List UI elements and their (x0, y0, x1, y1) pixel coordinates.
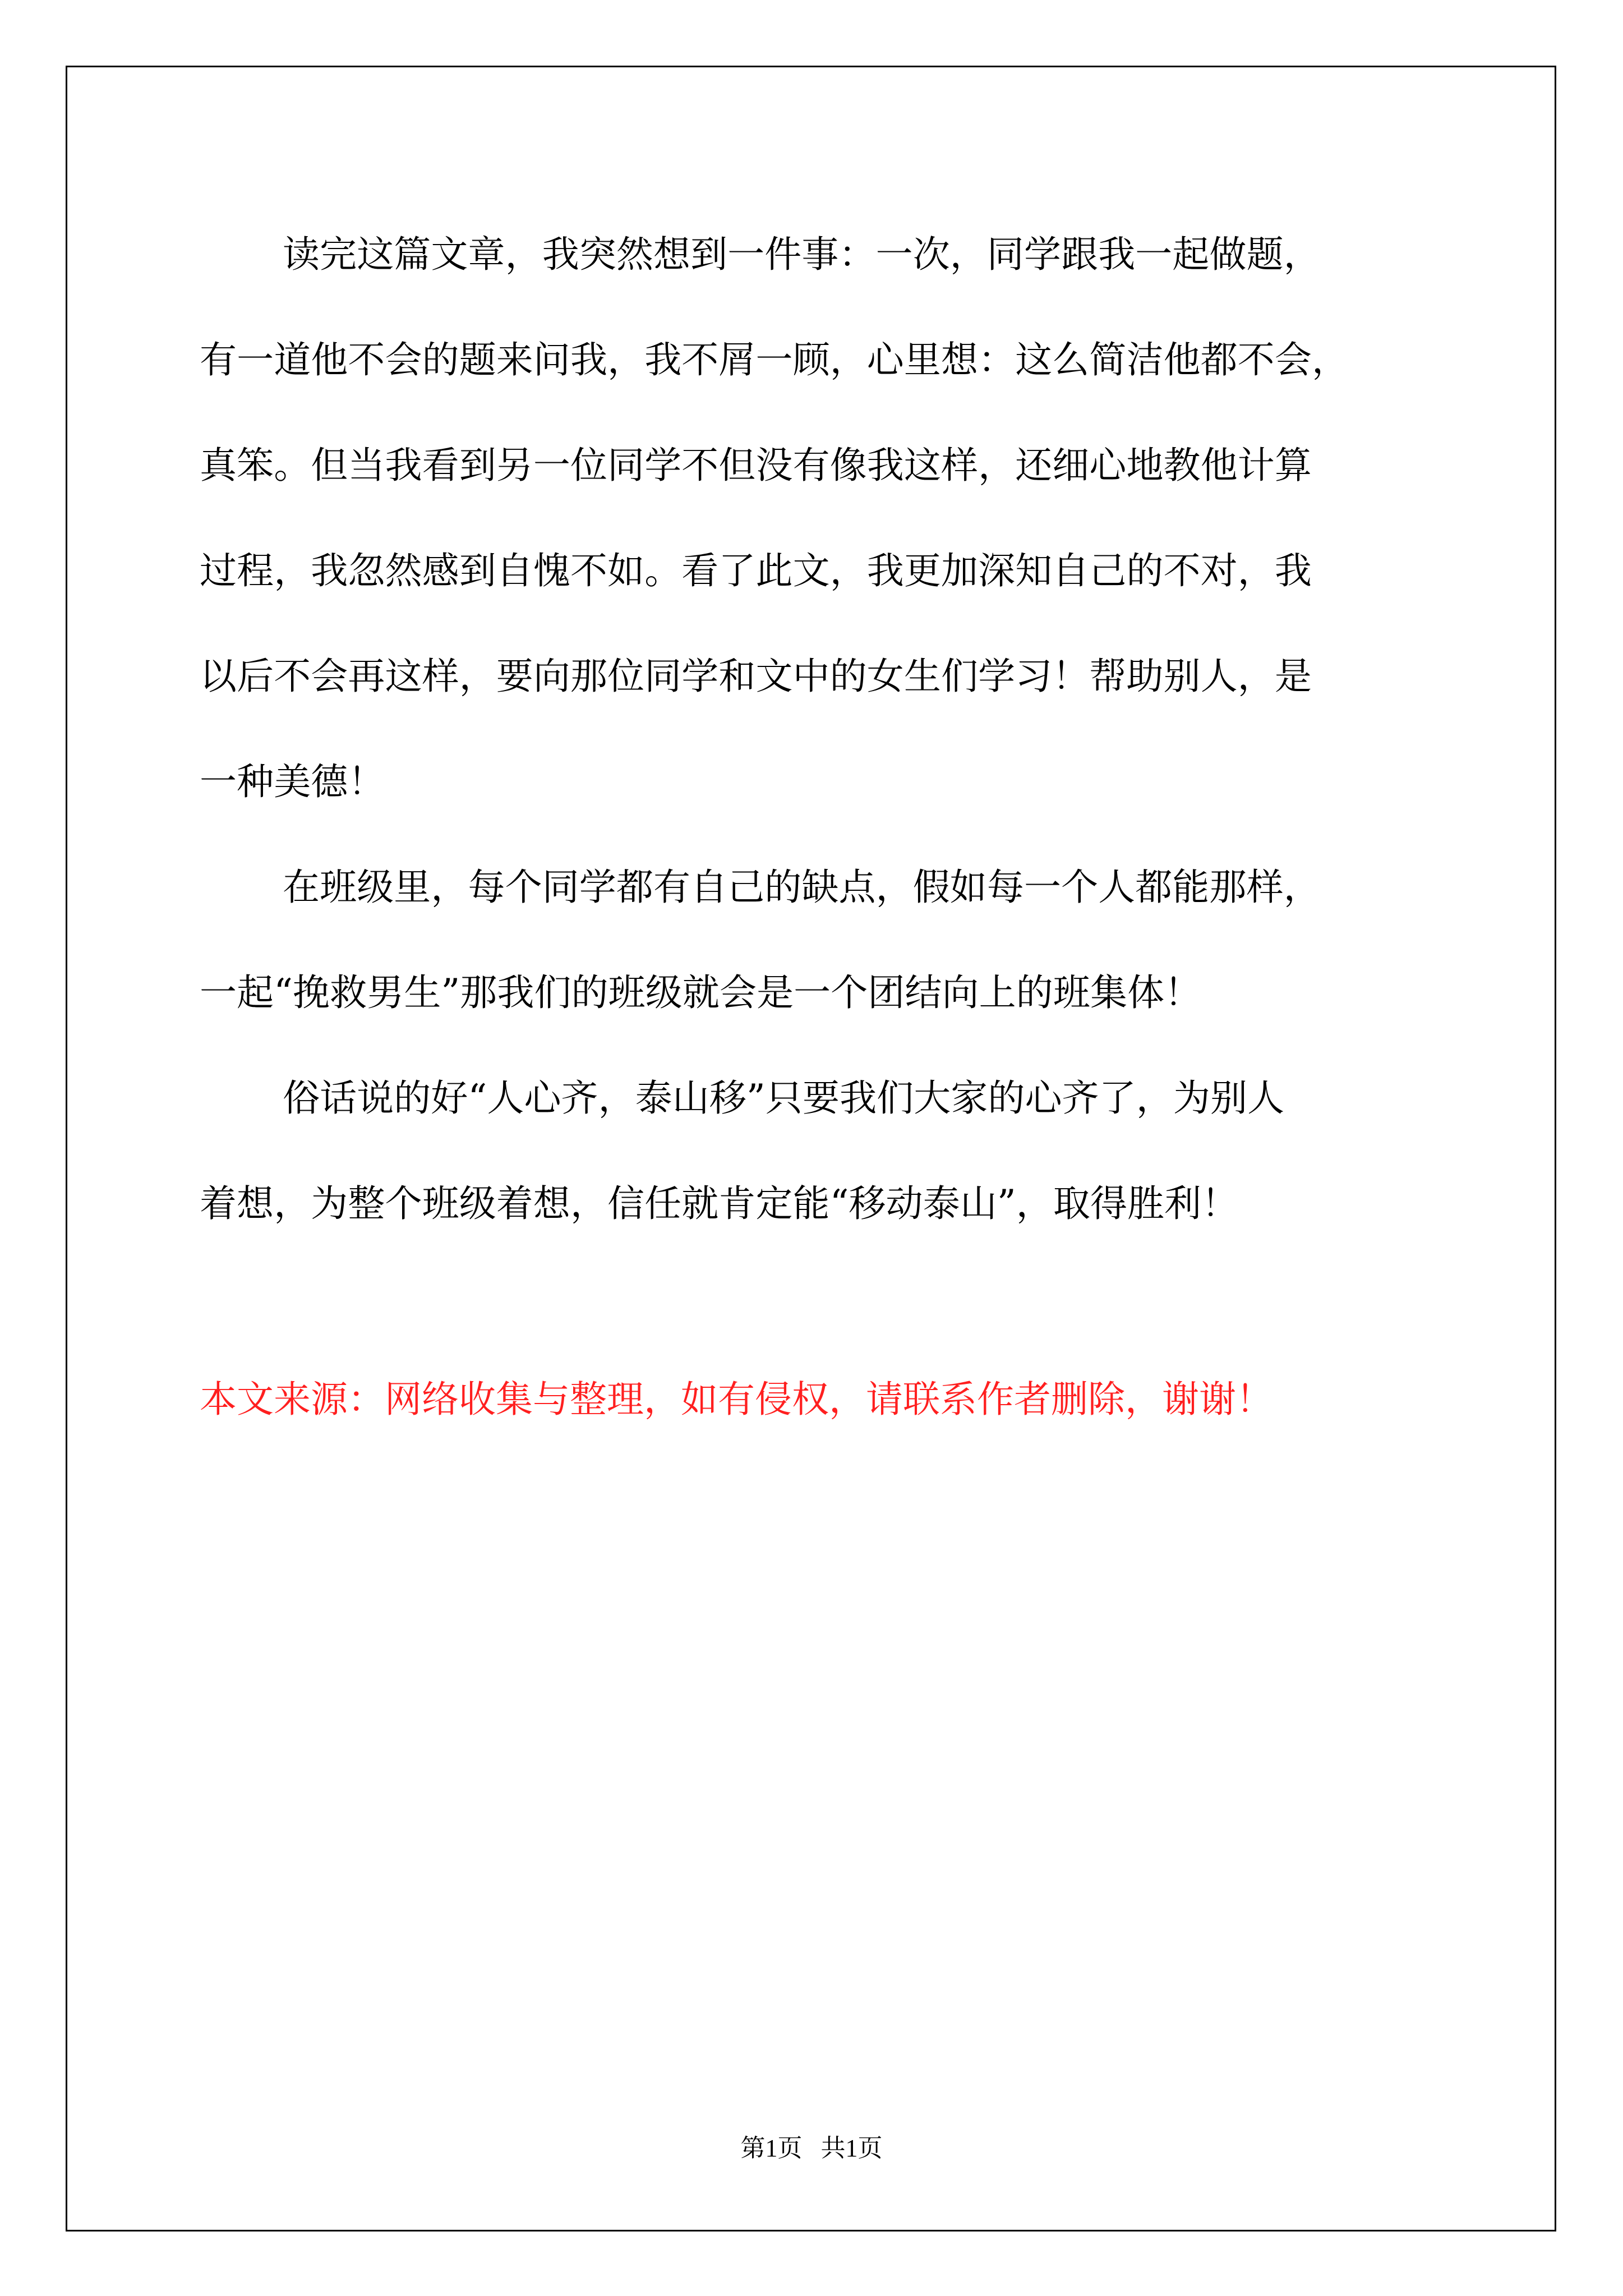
page-number-footer: 第1页 共1页 (740, 2134, 883, 2162)
paragraph-1 (200, 202, 1445, 835)
paragraph-line: 过程，我忽然感到自愧不如。看了此文，我更加深知自己的不对，我 (200, 549, 1312, 592)
paragraph-2 (200, 835, 1445, 1046)
paragraph-line: 俗话说的好“人心齐，泰山移”只要我们大家的心齐了，为别人 (283, 1076, 1285, 1120)
paragraph-line: 有一道他不会的题来问我，我不屑一顾，心里想：这么简洁他都不会， (200, 338, 1349, 381)
paragraph-line: 一种美德！ (200, 760, 385, 803)
source-disclaimer: 本文来源：网络收集与整理，如有侵权，请联系作者删除，谢谢！ (200, 1378, 1273, 1421)
paragraph-line: 读完这篇文章，我突然想到一件事：一次，同学跟我一起做题， (283, 233, 1321, 276)
paragraph-line: 一起“挽救男生”那我们的班级就会是一个团结向上的班集体！ (200, 971, 1202, 1014)
paragraph-3 (200, 1046, 1445, 1257)
paragraph-line: 真笨。但当我看到另一位同学不但没有像我这样，还细心地教他计算 (200, 444, 1312, 487)
paragraph-line: 着想，为整个班级着想，信任就肯定能“移动泰山”，取得胜利！ (200, 1182, 1239, 1225)
document-body (200, 202, 1445, 1257)
paragraph-line: 在班级里，每个同学都有自己的缺点，假如每一个人都能那样， (283, 866, 1321, 909)
paragraph-line: 以后不会再这样，要向那位同学和文中的女生们学习！帮助别人，是 (200, 655, 1312, 698)
